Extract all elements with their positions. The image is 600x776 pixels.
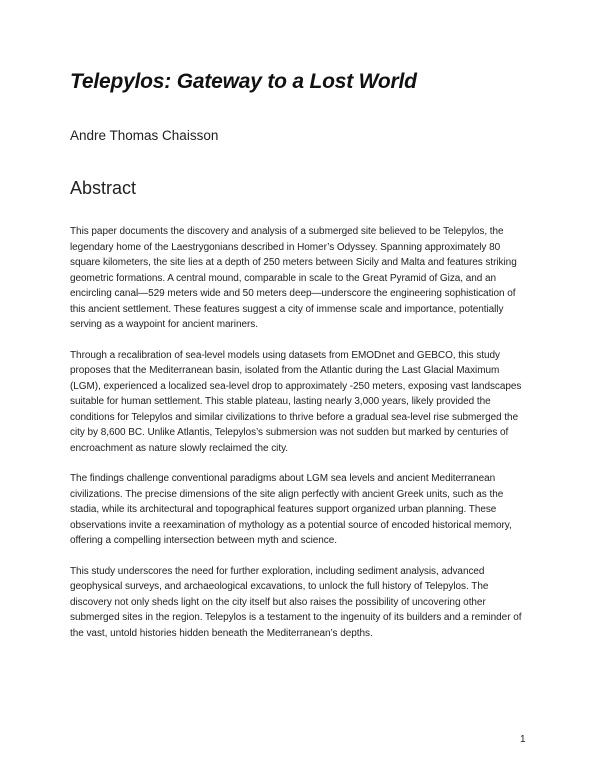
abstract-paragraph-4: This study underscores the need for further exploration, including sediment analysis, advanced geophysical surveys, and archaeological excavations, to unlock the full history of Telepylos. The discovery not only sheds light on the city itself but also raises the possibility of uncovering other submerged sites in the region. Telepylos is a testament to the ingenuity of its builders and a reminder of the vast, untold histories hidden beneath the Mediterranean’s depths. xyxy=(70,565,522,639)
author-name: Andre Thomas Chaisson xyxy=(70,128,219,143)
page-number: 1 xyxy=(520,734,526,745)
paper-title: Telepylos: Gateway to a Lost World xyxy=(70,70,417,93)
abstract-paragraph-3: The findings challenge conventional paradigms about LGM sea levels and ancient Mediterranean civilizations. The precise dimensions of the site align perfectly with ancient Greek units, such as the stadia, while its architectural and topographical features support organized urban planning. These observations invite a reexamination of mythology as a potential source of encoded historical memory, offering a compelling intersection between myth and science. xyxy=(70,473,512,546)
abstract-paragraph-2: Through a recalibration of sea-level models using datasets from EMODnet and GEBCO, this study proposes that the Mediterranean basin, isolated from the Atlantic during the Last Glacial Maximum (LGM), experienced a localized sea-level drop to approximately -250 meters, exposing vast landscapes suitable for human settlement. This stable plateau, lasting nearly 3,000 years, likely provided the conditions for Telepylos and similar civilizations to thrive before a gradual sea-level rise submerged the city by 8,600 BC. Unlike Atlantis, Telepylos’s submersion was not sudden but marked by centuries of encroachment as nature slowly reclaimed the city. xyxy=(70,349,522,454)
abstract-paragraph-1: This paper documents the discovery and analysis of a submerged site believed to be Telepylos, the legendary home of the Laestrygonians described in Homer’s Odyssey. Spanning approximately 80 square kilometers, the site lies at a depth of 250 meters between Sicily and Malta and features striking geometric formations. A central mound, comparable in scale to the Great Pyramid of Giza, and an encircling canal—529 meters wide and 50 meters deep—underscore the engineering sophistication of this ancient settlement. These features suggest a city of immense scale and importance, potentially serving as a waypoint for ancient mariners. xyxy=(70,226,517,330)
abstract-heading: Abstract xyxy=(70,178,137,198)
abstract-body xyxy=(70,224,532,656)
